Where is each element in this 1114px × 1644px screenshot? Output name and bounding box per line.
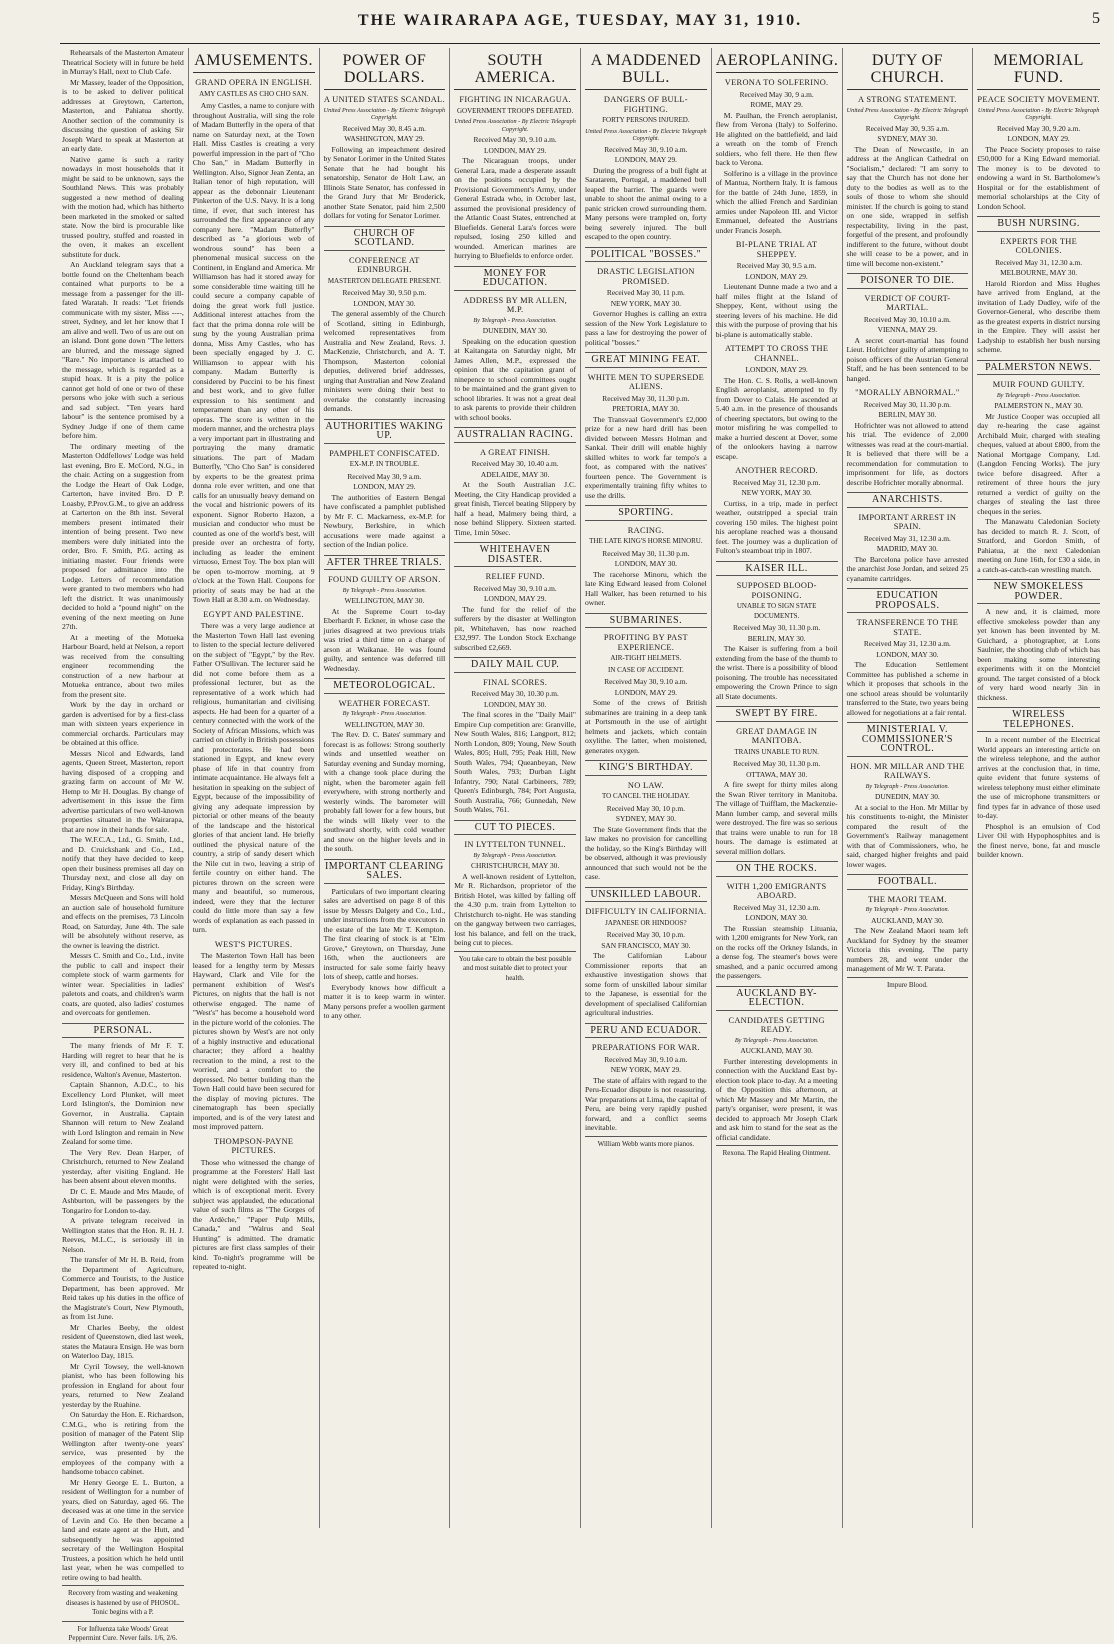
received-dateline: Received May 30, 11 p.m. — [606, 288, 685, 297]
article-paragraph: The Nicaraguan troops, under General Lara, made a desperate assault on the positions occupied by the Provisional Government's Army, under General Estrada who, in October last, assumed the provisional presidency of the Atlantic Coast States, entrenched at Bluefields. General Lara's forces were repulsed, losing 250 killed and wounded. American marines are hurrying to Bluefields to enforce order. — [454, 156, 576, 260]
article-paragraph: An Auckland telegram says that a bottle found on the Cheltenham beach contained what purports to be a message from a passenger for the ill-fated Waratah. It reads: "Let friends communicate with my sister, Miss ----, street, Sydney, and let her know that I am alive and well. Two of us are out on an island. Dont gone down "The letters are blurred, and the message signed "Rare." No importance is attached to the message, which is regarded as a stupid hoax. It is a pity the police cannot get hold of one or two of these persons who joke with such a serious and sad subject. "Ten years hard labour" is the sentence promised by a Sydney Judge if one of them came before him. — [62, 260, 184, 440]
article-subhead-secondary: TRAINS UNABLE TO RUN. — [734, 747, 819, 756]
column-7 — [843, 48, 974, 1528]
place-dateline: BERLIN, MAY 30. — [878, 410, 937, 419]
article-subhead: SUPPOSED BLOOD-POISONING. — [736, 581, 817, 600]
article-paragraph: On Saturday the Hon. E. Richardson, C.M.G., who is retiring from the position of manager of the Patent Slip Wellington after twenty-one years' service, was presented by the employees of the company with a handsome tobacco cabinet. — [62, 1410, 184, 1476]
article-subhead: MUIR FOUND GUILTY. — [992, 380, 1085, 389]
article-headline: ON THE ROCKS. — [716, 861, 838, 877]
place-dateline: NEW YORK, MAY 30. — [741, 488, 812, 497]
article-headline: ANARCHISTS. — [847, 492, 969, 508]
received-dateline: Received May 30, 9.5 a.m. — [736, 261, 817, 270]
column-headline: A MADDENED BULL. — [585, 48, 707, 90]
article-headline: NEW SMOKELESS POWDER. — [977, 579, 1100, 604]
place-dateline: SYDNEY, MAY 30. — [615, 814, 676, 823]
place-dateline: LONDON, MAY 30. — [876, 649, 939, 659]
received-dateline: Received May 31, 12.30 a.m. — [863, 533, 951, 543]
article-paragraph: The Barcelona police have arrested the anarchist Jose Jordan, and seized 25 cyanamite cartridges. — [846, 554, 969, 583]
article-subhead: ATTEMPT TO CROSS THE CHANNEL. — [724, 344, 829, 363]
article-paragraph: Solferino is a village in the province of Mantua, Northern Italy. It is famous for the battle of 24th June, 1859, in which the allied French and Sardinian armies under Napoleon III. and Victor Emmanuel, defeated the Austrians under Francis Joseph. — [715, 168, 838, 235]
article-paragraph: Harold Riordon and Miss Hughes have arrived from England, at the invitation of Lady Dudley, wife of the Governor-General, who describe them as the greatest experts in district nursing in the Empire. They will assist her Ladyship to establish her bush nursing scheme. — [977, 278, 1100, 354]
article-subhead: WITH 1,200 EMIGRANTS ABOARD. — [726, 881, 827, 900]
article-subhead: A STRONG STATEMENT. — [858, 95, 957, 104]
article-subhead: WEST'S PICTURES. — [214, 939, 293, 949]
place-dateline: LONDON, MAY 29. — [745, 365, 808, 374]
received-dateline: Received May 30, 10.10 a.m. — [863, 314, 951, 324]
article-paragraph: A secret court-martial has found Lieut. Hofrichter guilty of attempting to poison officers of the Austrian General Staff, and he has been sentenced to be hanged. — [846, 335, 969, 383]
article-headline: SWEPT BY FIRE. — [716, 706, 838, 722]
article-paragraph: Mr Cyril Towsey, the well-known pianist, who has been following his profession in England for about four years, returned to New Zealand yesterday by the Ruahine. — [62, 1361, 184, 1409]
article-paragraph: The State Government finds that the law makes no provision for cancelling the holiday, so the King's Birthday will be observed, although it was previously announced that such would not be the case. — [585, 824, 707, 881]
article-subhead: DRASTIC LEGISLATION PROMISED. — [597, 267, 695, 286]
wire-credit: By Telegraph - Press Association. — [734, 1036, 819, 1044]
article-headline: IMPORTANT CLEARING SALES. — [324, 859, 446, 884]
place-dateline: LONDON, MAY 30. — [745, 913, 808, 922]
article-headline: UNSKILLED LABOUR. — [585, 887, 707, 903]
article-headline: POLITICAL "BOSSES." — [585, 247, 707, 263]
article-paragraph: The fund for the relief of the sufferers by the disaster at Wellington pit, Whitehaven, has now reached £32,997. The London Stock Exchange subscribed £2,669. — [454, 604, 576, 652]
article-paragraph: In a recent number of the Electrical World appears an interesting article on the wireless telephone, and the author arrives at the conclusion that, in time, quite evident that future systems of wireless telephony must either eliminate the use of microphone transmitters or find types far in advance of those used to-day. — [977, 735, 1100, 820]
article-paragraph: Governor Hughes is calling an extra session of the New York Legislature to pass a law for destroying the power of political "bosses." — [585, 309, 707, 347]
article-headline: KING'S BIRTHDAY. — [585, 760, 707, 776]
column-3 — [320, 48, 451, 1528]
article-subhead-secondary: JAPANESE OR HINDOOS? — [605, 918, 687, 927]
column-4 — [450, 48, 581, 1528]
wire-credit: United Press Association - By Electric Telegraph Copyright. — [846, 106, 969, 121]
place-dateline: LONDON, MAY 29. — [745, 271, 808, 281]
wire-credit: United Press Association - By Electric Telegraph Copyright. — [323, 106, 446, 121]
article-headline: MONEY FOR EDUCATION. — [454, 266, 576, 291]
wire-credit: By Telegraph - Press Association. — [473, 316, 557, 324]
article-paragraph: Captain Shannon, A.D.C., to his Excellency Lord Plunket, will meet Lord Islington's, the Dominion new Governor, in Australia. Captain Shannon will return to New Zealand with Lord Islington and remain in New Zealand for some time. — [62, 1080, 184, 1146]
wire-credit: By Telegraph - Press Association. — [865, 906, 950, 913]
place-dateline: LONDON, MAY 29. — [614, 155, 678, 164]
column-1 — [58, 48, 189, 1642]
article-paragraph: The Peace Society proposes to raise £50,000 for a King Edward memorial. The money is to be devoted to endowing a ward in St. Bartholomew's Hospital or for the establishment of memorial scholarships at the City of London School. — [977, 144, 1100, 211]
place-dateline: LONDON, MAY 29. — [483, 594, 547, 603]
article-subhead: WHITE MEN TO SUPERSEDE ALIENS. — [587, 372, 705, 391]
article-subhead: HON. MR MILLAR AND THE RAILWAYS. — [850, 761, 965, 780]
article-paragraph: The racehorse Minoru, which the late King Edward leased from Colonel Hall Walker, has been returned to his owner. — [585, 569, 707, 607]
article-subhead: FIGHTING IN NICARAGUA. — [459, 95, 571, 104]
article-paragraph: The Hon. C. S. Rolls, a well-known English aeroplanist, attempted to fly from Dover to Calais. He ascended at 5.40 a.m. in the presence of thousands of cheering spectators, but owing to the motor misfiring he was compelled to make a hurried descent at Dover, some of the onlookers having a narrow escape. — [715, 375, 838, 461]
received-dateline: Received May 30, 9.10 a.m. — [473, 135, 557, 144]
column-headline: MEMORIAL FUND. — [977, 48, 1100, 90]
received-dateline: Received May 30, 9.35 a.m. — [865, 123, 950, 133]
column-headline: DUTY OF CHURCH. — [847, 48, 969, 90]
article-subhead: VERONA TO SOLFERINO. — [724, 78, 829, 87]
article-subhead: WEATHER FORECAST. — [338, 698, 431, 708]
advertisement-text: You take care to obtain the best possible and most suitable diet to protect your health. — [454, 951, 576, 984]
article-paragraph: Rehearsals of the Masterton Amateur Theatrical Society will in future be held in Murray's Hall, next to Club Cafe. — [62, 48, 184, 76]
newspaper-columns — [58, 48, 1104, 1642]
article-subhead: THOMPSON-PAYNE PICTURES. — [213, 1136, 294, 1155]
received-dateline: Received May 30, 9.50 p.m. — [342, 288, 427, 297]
article-headline: FOOTBALL. — [847, 874, 969, 890]
wire-credit: By Telegraph - Press Association. — [865, 782, 950, 790]
article-subhead-secondary: GOVERNMENT TROOPS DEFEATED. — [457, 106, 574, 115]
article-subhead: NO LAW. — [627, 780, 664, 790]
received-dateline: Received May 31, 12.30 a.m. — [733, 902, 821, 912]
article-subhead: PROFITING BY PAST EXPERIENCE. — [603, 633, 688, 652]
place-dateline: LONDON, MAY 29. — [483, 145, 547, 155]
place-dateline: ADELAIDE, MAY 30. — [480, 469, 550, 479]
article-subhead: RACING. — [627, 525, 665, 535]
received-dateline: Received May 30, 8.45 a.m. — [342, 123, 427, 133]
wire-credit: United Press Association - By Electric Telegraph Copyright. — [454, 118, 576, 133]
place-dateline: PRETORIA, MAY 30. — [612, 404, 680, 413]
article-paragraph: Further interesting developments in connection with the Auckland East by-election took place to-day. At a meeting of the Opposition this afternoon, at which Mr Massey and Mr Martin, the party's organiser, were present, it was decided to approach Mr Joseph Clark and ask him to stand for the seat as the official candidate. — [715, 1056, 838, 1142]
article-paragraph: Native game is such a rarity nowadays in most households that it might be said to be unknown, says the Southland News. This was probably suggested a new method of dealing with the motion had, which has hitherto been marketed in the smoked or salted state. Now the bird is procurable like trussed poultry, stuffed and roasted in the oven, it makes an excellent substitute for duck. — [62, 154, 184, 259]
article-paragraph: Messrs C. Smith and Co., Ltd., invite the public to call and inspect their complete stock of warm garments for winter wear. Specialities in ladies' paletots and coats, and children's warm coats, are quoted, also ladies' costumes and overcoats for gentlemen. — [62, 951, 184, 1017]
received-dateline: Received May 31, 12.30 p.m. — [732, 477, 821, 487]
article-paragraph: Messrs Nicol and Edwards, land agents, Queen Street, Masterton, report having disposed of a cropping and grazing farm on account of Mr W. Hemp to Mr H. Douglas. By change of advertisement in this issue the firm advertise particulars of two well-known properties situated in the Wairarapa, that are now in their hands for sale. — [62, 748, 184, 834]
place-dateline: ROME, MAY 29. — [750, 100, 803, 109]
article-headline: AUTHORITIES WAKING UP. — [324, 419, 446, 444]
place-dateline: PALMERSTON N., MAY 30. — [994, 401, 1083, 410]
article-paragraph: At the Supreme Court to-day Eberhardt F. Eckner, in whose case the juries disagreed at two previous trials was tried a third time on a charge of arson at Waikanae. He was found guilty, and sentence was deferred till Wednesday. — [323, 606, 446, 673]
received-dateline: Received May 30, 10 p.m. — [606, 930, 685, 939]
article-subhead-secondary: MASTERTON DELEGATE PRESENT. — [327, 276, 441, 285]
article-headline: AUCKLAND BY-ELECTION. — [716, 986, 838, 1011]
article-headline: SUBMARINES. — [585, 613, 707, 629]
place-dateline: MADRID, MAY 30. — [876, 544, 938, 553]
article-subhead: PAMPHLET CONFISCATED. — [329, 448, 440, 458]
article-headline: CUT TO PIECES. — [454, 820, 576, 836]
place-dateline: SYDNEY, MAY 30. — [877, 134, 938, 143]
received-dateline: Received May 30, 11.30 p.m. — [602, 548, 690, 558]
place-dateline: AUCKLAND, MAY 30. — [740, 1046, 813, 1055]
article-paragraph: Hofrichter was not allowed to attend his trial. The evidence of 2,000 witnesses was read at the court-martial. It is believed that there will be a recommendation for commutation to imprisonment for life, as doctors describe Hofrichter morally abnormal. — [846, 420, 969, 487]
article-subhead-secondary: FORTY PERSONS INJURED. — [602, 116, 690, 124]
article-paragraph: Lieutenant Dunne made a two and a half miles flight at the Island of Sheppey, Kent, without using the steering levers of his machine. He did this with the purpose of proving that his bi-plane is automatically stable. — [715, 282, 838, 339]
article-headline: SPORTING. — [585, 505, 707, 521]
advertisement-text: For Influenza take Woods' Great Peppermint Cure. Never fails. 1/6, 2/6. — [62, 1621, 184, 1644]
article-headline: PALMERSTON NEWS. — [977, 360, 1100, 376]
article-subhead: PREPARATIONS FOR WAR. — [591, 1043, 700, 1052]
article-paragraph: The Rev. D. C. Bates' summary and forecast is as follows: Strong southerly winds and unsettled weather on Saturday evening and Sunday morning, with a change took place during the night, when the barometer again fell everywhere, with strong northerly and westerly winds. The barometer will probably fall lower for a few hours, but the winds will likely veer to the southward shortly, with cold weather and snow on the higher levels and in the south. — [323, 730, 446, 853]
article-subhead: GRAND OPERA IN ENGLISH. — [195, 78, 312, 87]
wire-credit: By Telegraph - Press Association. — [342, 710, 427, 717]
article-paragraph: The W.F.C.A., Ltd., G. Smith, Ltd., and D. Cruickshank and Co., Ltd., notify that they have decided to keep open their business premises all day on Thursday next, and close all day on Friday, King's Birthday. — [62, 835, 184, 892]
article-paragraph: The Manawatu Caledonian Society has decided to match R. J. Scott, of Stratford, and Gordon Smith, of Pahiatua, at the next Caledonian meeting on June 16th, for £30 a side, in a catch-as-catch-can wrestling match. — [977, 517, 1100, 574]
article-paragraph: Curtiss, in a trip, made in perfect weather, outstripped a special train covering 150 miles. The highest point his aeroplane reached was a thousand feet. The journey was a duplication of Fulton's steamboat trip in 1807. — [715, 498, 838, 555]
article-subhead-secondary: IN CASE OF ACCIDENT. — [608, 665, 684, 674]
article-paragraph: During the progress of a bull fight at Saratarem, Portugal, a maddened bull leaped the barrier. The guards were unable to shoot the animal owing to a panic stricken crowd surrounding them. Many persons were trampled on, forty being severely injured. The bull escaped to the open country. — [585, 165, 707, 241]
column-8 — [973, 48, 1104, 1528]
wire-credit: By Telegraph - Press Association. — [473, 851, 557, 859]
column-headline: SOUTH AMERICA. — [454, 48, 576, 90]
received-dateline: Received May 30, 9.10 a.m. — [604, 1054, 688, 1064]
article-paragraph: The Masterton Town Hall has been leased for a lengthy term by Messrs Hayward, Clark and Vile for the permanent exhibition of West's Pictures, on nights that the hall is not otherwise engaged. The name of "West's" has become a household word in the picture world of the colonies. The pictures shown by West's are not only of a highly instructive and educational character; they afford a healthy recreation to the mind, a rest to the worried, and a comfort to the depressed. No better building than the Town Hall could have been secured for the display of moving pictures. The cinematograph has been specially imported, and is of the very latest and most improved pattern. — [192, 951, 315, 1131]
article-paragraph: The Transvaal Government's £2,000 prize for a new hard drill has been divided between Messrs Holman and Sankal. Their drill will enable highly skilled whites to work far tempo's a foot, as compared with the natives' fourteen pence. The Government is experimentally training fifty whites to use the drills. — [585, 414, 707, 500]
article-headline: CHURCH OF SCOTLAND. — [324, 226, 446, 251]
received-dateline: Received May 31, 12.30 a.m. — [995, 257, 1083, 267]
place-dateline: WASHINGTON, MAY 29. — [344, 134, 425, 143]
article-subhead: DANGERS OF BULL-FIGHTING. — [603, 95, 688, 114]
article-paragraph: Phosphol is an emulsion of Cod Liver Oil with Hypophosphites and is the finest nerve, bone, fat and muscle builder known. — [977, 821, 1100, 859]
article-subhead: BI-PLANE TRIAL AT SHEPPEY. — [735, 240, 818, 259]
article-paragraph: At a social to the Hon. Mr Millar by his constituents to-night, the Minister compared the result of the Government's Railway management with that of Commissioners, who, he said, charged higher freights and paid lower wages. — [846, 802, 969, 869]
article-headline: KAISER ILL. — [716, 561, 838, 577]
advertisement-text: Recovery from wasting and weakening diseases is hastened by use of PHOSOL. Tonic begins with a P. — [62, 1585, 184, 1618]
place-dateline: SAN FRANCISCO, MAY 30. — [601, 940, 691, 950]
article-paragraph: The final scores in the "Daily Mail" Empire Cup competition are: Granville, New South Wales, 816; Langport, 812; North London, 809; Young, New South Wales, 805; Hull, 795; Peak Hill, New South Wales, 794; Queanbeyan, New South Wales, 793; Durban Light Infantry, 790; Natal Carbineers, 789; Queen's Edinburgh, 784; Port Augusta, South Australia, 766; Gunnedah, New South Wales, 761. — [454, 710, 576, 814]
article-subhead: IMPORTANT ARREST IN SPAIN. — [858, 512, 957, 531]
place-dateline: DUNEDIN, MAY 30. — [875, 792, 940, 801]
article-subhead: CANDIDATES GETTING READY. — [728, 1015, 825, 1034]
advertisement-text: Impure Blood. — [847, 977, 969, 991]
article-paragraph: Dr C. E. Maude and Mrs Maude, of Ashburton, will be passengers by the Tongariro for London to-day. — [62, 1186, 184, 1215]
article-paragraph: The Russian steamship Lituania, with 1,200 emigrants for New York, ran on the rocks off the Orkney Islands, in a dense fog. The steamer's bows were smashed, and a panic occurred among the passengers. — [715, 923, 838, 980]
place-dateline: LONDON, MAY 30. — [483, 699, 547, 709]
place-dateline: VIENNA, MAY 29. — [877, 325, 938, 334]
article-paragraph: Mr Charles Beeby, the oldest resident of Queenstown, died last week, states the Mataura Ensign. He was born on Waterloo Day, 1815. — [62, 1322, 184, 1360]
article-paragraph: At the South Australian J.C. Meeting, the City Handicap provided a great finish, Tiercel beating Slippery by half a head, Malmery being third, a nose behind Slippery. Sixteen started. Time, 1min 50sec. — [454, 480, 576, 537]
article-paragraph: There was a very large audience at the Masterton Town Hall last evening to listen to the special lecture delivered on the subject of "Egypt," by the Rev. Father O'Sullivan. The lecturer said he did not come before them as a professional lecturer, but as the representative of a work which had religious, humanitarian and civilising aspects. He had been for a quarter of a century connected with the work of the Society of African Missions, which was carried on chiefly in British possessions and protectorates. He had been stationed in Egypt, and knew every phase of life in that country from intimate acquaintance. He always felt a hesitation in speaking on the subject of Egypt, because of the impossibility of giving any adequate impression by pictorial or other means of the beauty of the landscape and the historical glories of that ancient land. He briefly outlined the physical nature of the country, a strip of sandy desert which the Nile cut in two, leaving a strip of fertile country on either hand. The pictures thrown on the screen were many and beautiful, so numerous, indeed, were they that the lecturer could do little more than say a few words of explanation as each passed in turn. — [192, 621, 315, 934]
article-subhead-secondary: TO CANCEL THE HOLIDAY. — [601, 792, 690, 800]
place-dateline: LONDON, MAY 29. — [614, 687, 678, 697]
article-paragraph: Particulars of two important clearing sales are advertised on page 8 of this issue by Messrs Dalgety and Co., Ltd., under instructions from the executors in the estate of the late Mr T. Kempton. The first clearing of stock is at "Elm Grove," Greytown, on Thursday, June 16th, when the auctioneers are instructed for sale some fairly heavy lots of sheep, cattle and horses. — [323, 886, 446, 981]
article-subhead: ADDRESS BY MR ALLEN, M.P. — [463, 295, 568, 314]
article-headline: DAILY MAIL CUP. — [454, 657, 576, 673]
article-paragraph: The New Zealand Maori team left Auckland for Sydney by the steamer Victoria this evening. The party numbers 28, and went under the management of Mr W. T. Parata. — [846, 926, 969, 973]
article-paragraph: A well-known resident of Lyttelton, Mr R. Richardson, proprietor of the British Hotel, was killed by falling off the 4.30 p.m. train from Lyttelton to Christchurch to-night. He was standing on the gangway between two carriages, lost his balance, and fell on the track, being cut to pieces. — [454, 871, 576, 947]
place-dateline: LONDON, MAY 29. — [1007, 134, 1070, 143]
article-subhead: GREAT DAMAGE IN MANITOBA. — [736, 726, 818, 745]
article-subhead-secondary: EX-M.P. IN TROUBLE. — [349, 460, 420, 468]
article-paragraph: The authorities of Eastern Bengal have confiscated a pamphlet published by Mr F. C. Mackarness, ex-M.P. for Newbury, Berkshire, in which accusations were made against a section of the Indian police. — [323, 492, 446, 549]
article-paragraph: Following an impeachment desired by Senator Lorimer in the United States Senate that he had bought his senatorship, Senator de Holt Law, an Illinois State Senator, has confessed in the Grand Jury that Mr Broderick, another State Senator, paid him 2,500 dollars for voting for Senator Lorimer. — [323, 144, 446, 220]
page-number: 5 — [1092, 10, 1100, 27]
article-paragraph: At a meeting of the Motueka Harbour Board, held at Nelson, a report was received from the consulting engineer recommending the construction of a new harbour at Motueka entrance, about two miles from the present site. — [62, 632, 184, 699]
received-dateline: Received May 30, 11.30 p.m. — [863, 399, 951, 409]
received-dateline: Received May 30, 9 a.m. — [739, 89, 814, 99]
wire-credit: United Press Association - By Electric Telegraph Copyright. — [585, 127, 707, 142]
article-paragraph: Work by the day in orchard or garden is advertised for by a first-class man with sixteen years experience in commercial orchards. Particulars may be obtained at this office. — [62, 700, 184, 747]
place-dateline: LONDON, MAY 29. — [353, 482, 416, 491]
article-headline: AFTER THREE TRIALS. — [324, 555, 446, 571]
article-subhead: FOUND GUILTY OF ARSON. — [328, 575, 441, 584]
article-paragraph: The Dean of Newcastle, in an address at the Anglican Cathedral on "Socialism," declared: "I am sorry to say that the Church has not done her duty to the bodies as well as to the souls of those to whom she should minister. If the church is going to stand on one side, wrapped in selfish respectability, living in the past, forgetful of the present, and profoundly indifferent to the future, without doubt she will cease to be a power, and in time will become non-existent." — [846, 144, 969, 268]
received-dateline: Received May 30, 9.10 a.m. — [604, 144, 688, 154]
article-subhead: THE MAORI TEAM. — [868, 894, 947, 904]
place-dateline: AUCKLAND, MAY 30. — [871, 915, 944, 925]
article-headline: EDUCATION PROPOSALS. — [847, 588, 969, 613]
article-subhead-secondary: UNABLE TO SIGN STATE DOCUMENTS. — [736, 602, 817, 620]
section-headline: PERSONAL. — [62, 1023, 184, 1039]
article-subhead: "MORALLY ABNORMAL." — [855, 388, 960, 397]
place-dateline: OTTAWA, MAY 30. — [746, 769, 808, 779]
wire-credit: By Telegraph - Press Association. — [342, 586, 427, 594]
column-2 — [189, 48, 320, 1528]
article-subhead-secondary: THE LATE KING'S HORSE MINORU. — [589, 537, 703, 545]
article-subhead-secondary: AMY CASTLES AS CHO CHO SAN. — [199, 89, 309, 98]
article-subhead: A GREAT FINISH. — [480, 447, 551, 457]
article-headline: METEOROLOGICAL. — [324, 678, 446, 694]
article-subhead-secondary: AIR-TIGHT HELMETS. — [610, 654, 682, 662]
masthead — [60, 10, 1100, 44]
article-paragraph: The general assembly of the Church of Scotland, sitting in Edinburgh, welcomed representatives from Australia and New Zealand, Revs. J. MacKenzie, Christchurch, and A. T. Thompson, Masterton colonial deputies, delivered brief addresses, urging that Australian and New Zealand ministers were doing their best to overtake the constantly increasing demands. — [323, 309, 446, 413]
article-subhead: A UNITED STATES SCANDAL. — [323, 95, 445, 104]
place-dateline: LONDON, MAY 30. — [353, 298, 416, 308]
received-dateline: Received May 31, 12.30 a.m. — [863, 639, 951, 648]
article-headline: BUSH NURSING. — [977, 216, 1100, 232]
article-headline: WIRELESS TELEPHONES. — [977, 707, 1100, 732]
received-dateline: Received May 30, 9.20 a.m. — [996, 123, 1081, 133]
received-dateline: Received May 30, 9.10 a.m. — [473, 583, 557, 593]
article-subhead: PEACE SOCIETY MOVEMENT. — [977, 95, 1100, 104]
article-subhead: VERDICT OF COURT-MARTIAL. — [864, 293, 951, 312]
article-subhead: CONFERENCE AT EDINBURGH. — [349, 255, 420, 274]
received-dateline: Received May 30, 10 p.m. — [606, 803, 685, 813]
received-dateline: Received May 30, 11.30 p.m. — [733, 759, 821, 768]
place-dateline: MELBOURNE, MAY 30. — [1000, 268, 1078, 277]
received-dateline: Received May 30, 11.30 p.m. — [602, 393, 690, 403]
article-paragraph: Mr Henry George E. L. Burton, a resident of Wellington for a number of years, died on Saturday, aged 66. The deceased was at one time in the service of Levin and Co. He then became a land and estate agent at the Hutt, and subsequently he was appointed secretary of the Wellington Hospital Trustees, a position which he held until last year, when he was compelled to retire owing to bad health. — [62, 1477, 184, 1582]
article-subhead: ANOTHER RECORD. — [735, 466, 818, 475]
received-dateline: Received May 30, 10.30 p.m. — [471, 689, 559, 698]
wire-credit: By Telegraph - Press Association. — [996, 391, 1081, 399]
place-dateline: DUNEDIN, MAY 30. — [482, 326, 548, 335]
column-headline: AEROPLANING. — [716, 48, 838, 73]
article-paragraph: A fire swept for thirty miles along the Swan River territory in Manitoba. The village of Tuifflam, the Mackenzie-Mann lumber camp, and several mills were destroyed. The fire was so serious that trains were unable to run for 18 hours. The damage is estimated at several million dollars. — [715, 780, 838, 856]
article-headline: MINISTERIAL V. COMMISSIONER'S CONTROL. — [847, 722, 969, 757]
place-dateline: CHRISTCHURCH, MAY 30. — [471, 861, 560, 870]
column-6 — [712, 48, 843, 1528]
article-subhead: RELIEF FUND. — [485, 572, 545, 581]
article-paragraph: The ordinary meeting of the Masterton Oddfellows' Lodge was held last evening, Bro E. McCord, N.G., in the chair. Acting on a suggestion from the Lodge the Heart of Oak Lodge, Carterton, have invited Bro. D P. Loasby, P.Prov.G.M., to give an address at Carterton on the 8th inst. Several members present intimated their intention of being present. Two new members were duly initiated into the order, Bro. F. Smith, P.G. acting as initiating master. Four friends were proposed for admittance into the Lodge. Letters of recommendation were granted to two members who had left the district. It was unanimously decided to hold a "pound night" on the evening of the next meeting on June 27th. — [62, 441, 184, 631]
article-paragraph: The Very Rev. Dean Harper, of Christchurch, returned to New Zealand yesterday, after visiting England. He has been absent about eleven months. — [62, 1147, 184, 1185]
article-headline: POISONER TO DIE. — [847, 273, 969, 289]
article-paragraph: The Kaiser is suffering from a boil extending from the base of the thumb to the wrist. There is a possibility of blood poisoning. The trouble has necessitated empowering the Crown Prince to sign all State documents. — [715, 644, 838, 701]
place-dateline: NEW YORK, MAY 30. — [610, 298, 682, 308]
article-headline: GREAT MINING FEAT. — [585, 352, 707, 368]
article-subhead: DIFFICULTY IN CALIFORNIA. — [585, 907, 707, 916]
article-paragraph: The transfer of Mr H. B. Reid, from the Department of Agriculture, Commerce and Tourists, to the Justice Department, has been approved. Mr Reid takes up his duties in the office of the Magistrate's Court, New Plymouth, as from 1st June. — [62, 1255, 184, 1321]
article-paragraph: Speaking on the education question at Kaitangata on Saturday night, Mr James Allen, M.P., expressed the opinion that the capitation grant of ninepence to school committees ought to be maintained and the grant given to school libraries. It was not a great deal to ask parents to provide their children with school books. — [454, 336, 576, 422]
place-dateline: NEW YORK, MAY 29. — [610, 1065, 682, 1074]
masthead-title: THE WAIRARAPA AGE, TUESDAY, MAY 31, 1910. — [357, 12, 803, 29]
article-paragraph: Mr Justice Cooper was occupied all day re-hearing the case against Archibald Muir, charged with stealing cheques, valued at about £800, from the National Mortgage Company, Ltd. (Langdon Fencing Works). The jury twice before disagreed. After a retirement of three hours the jury returned a verdict of guilty on the charges of stealing the last three cheques in the series. — [977, 411, 1100, 516]
wire-credit: United Press Association - By Electric Telegraph Copyright. — [977, 106, 1100, 121]
article-paragraph: A private telegram received in Wellington states that the Hon. R. H. J. Reeves, M.L.C., is seriously ill in Nelson. — [62, 1216, 184, 1254]
article-headline: PERU AND ECUADOR. — [585, 1023, 707, 1039]
article-subhead: FINAL SCORES. — [483, 677, 548, 687]
article-subhead: EGYPT AND PALESTINE. — [203, 609, 304, 619]
received-dateline: Received May 30, 10.40 a.m. — [471, 459, 559, 468]
received-dateline: Received May 30, 11.30 p.m. — [733, 623, 821, 632]
article-paragraph: The Californian Labour Commissioner reports that an exhaustive investigation shows that some form of unskilled labour similar to the Japanese, is essential for the development of specialised Californian agricultural industries. — [585, 951, 707, 1017]
article-paragraph: Amy Castles, a name to conjure with throughout Australia, will sing the role of Madam Butterfly in the opera of that name on Saturday next, at the Town Hall. Miss Castles is creating a very powerful impression in the part of "Cho Cho San," in Madam Butterfly in Wellington. Also, Signor Jean Zenta, an Italian tenor of high reputation, will appear as the debonnair Lieutenant Pinkerton of the U.S. Navy. It is a long time, if ever, that such interest has surrounded the first appearance of any company here. "Madam Butterfly" described as "a glorious web of wondrous sound" has been a phenomenal musical success on the Continent, in England and America. Mr Williamson has had it stored away for some considerable time waiting till he could secure a company capable of doing the great work full justice. Additional interest attaches from the fact that the prima donna role will be sung by the young Australian prima donna, Miss Amy Castles, who has been specially engaged by J. C. Williamson to appear with his company. Madam Butterfly is considered by Puccini to be his finest and best work, and to give fuller expression to his sentiment and temperament than any other of his operas. The score is written in the modern manner, and the orchestra plays a very important part in illustrating and portraying the many dramatic situations. The part of Madam Butterfly, "Cho Cho San" is considered by experts to be the greatest prima donna role ever written, and one that calls for an unusually heavy demand on the vocal and histrionic powers of its exponent. Signor Roberto Hazon, a musician and conductor who must be counted as one of the world's best, will preside over an orchestra of forty, including as leader the eminent virtuoso, Ernest Toy. The box plan will be open to-morrow morning, at 9 o'clock at the Town Hall. Coupons for priority of seats may be had at the Town Hall at 8.30 a.m. on Wednesday. — [192, 101, 315, 604]
article-paragraph: A new and, it is claimed, more effective smokeless powder than any yet known has been invented by M. Guichard, a photographer, at Lons Saulnier, the shooting club of which has been making some interesting experiments with it on the Montciel ground. The target consisted of a block of very hard wood nearly 3in in thickness. — [977, 607, 1100, 702]
article-headline: AUSTRALIAN RACING. — [454, 427, 576, 443]
place-dateline: LONDON, MAY 30. — [614, 559, 678, 568]
place-dateline: WELLINGTON, MAY 30. — [344, 596, 425, 605]
article-paragraph: The state of affairs with regard to the Peru-Ecuador dispute is not reassuring. War preparations at Lima, the capital of Peru, are being very rapidly pushed forward, and a conflict seems inevitable. — [585, 1075, 707, 1132]
article-paragraph: M. Paulhan, the French aeroplanist, flew from Verona (Italy) to Solferino. He alighted on the battlefield, and laid a wreath on the tomb of French soldiers, who fell there. He then flew back to Verona. — [715, 110, 838, 167]
place-dateline: WELLINGTON, MAY 30. — [344, 719, 425, 729]
advertisement-text: Rexona. The Rapid Healing Ointment. — [716, 1145, 838, 1159]
received-dateline: Received May 30, 9 a.m. — [347, 471, 422, 481]
article-subhead: EXPERTS FOR THE COLONIES. — [1000, 236, 1078, 255]
article-paragraph: Messrs McQueen and Sons will hold an auction sale of household furniture and effects on the premises, 73 Lincoln Road, on Saturday, June 4th. The sale will be absolutely without reserve, as the owner is leaving the district. — [62, 893, 184, 950]
article-subhead: IN LYTTELTON TUNNEL. — [464, 840, 566, 849]
place-dateline: BERLIN, MAY 30. — [747, 633, 806, 643]
article-paragraph: Those who witnessed the change of programme at the Foresters' Hall last night were delighted with the series, which is of exceptional merit. Every subject was applauded, the educational value of such films as "The Gorges of the Ardèche," "Paper Pulp Mills, Canada," and "Walrus and Seal Hunting" is admitted. The dramatic pictures are first class samples of their kind. To-night's programme will be repeated to-night. — [192, 1157, 315, 1271]
article-paragraph: Mr Massey, leader of the Opposition, is to be asked to deliver political addresses at Greytown, Carterton, Masterton, and Pahiatua shortly. Another section of the community is discussing the question of asking Sir Joseph Ward to speak at Masterton at an early date. — [62, 77, 184, 153]
article-subhead: TRANSFERENCE TO THE STATE. — [856, 618, 959, 637]
article-paragraph: Some of the crews of British submarines are training in a deep tank at Portsmouth in the use of airtight helmets and jackets, which contain oxylithe. The latter, when moistened, generates oxygen. — [585, 698, 707, 755]
article-paragraph: The Education Settlement Committee has published a scheme in which it proposes that schools in the one school areas should be voluntarily transferred to the State, two years being allowed for negotiations at a fair rental. — [846, 660, 969, 717]
article-headline: WHITEHAVEN DISASTER. — [454, 542, 576, 567]
article-paragraph: The many friends of Mr F. T. Harding will regret to hear that he is very ill, and confined to bed at his residence, Walton's Avenue, Masterton. — [62, 1041, 184, 1079]
advertisement-text: William Webb wants more pianos. — [585, 1136, 707, 1150]
column-headline: AMUSEMENTS. — [193, 48, 315, 73]
column-5 — [581, 48, 712, 1528]
received-dateline: Received May 30, 9.10 a.m. — [604, 677, 688, 686]
column-headline: POWER OF DOLLARS. — [324, 48, 446, 90]
article-paragraph: Everybody knows how difficult a matter it is to keep warm in winter. Many persons prefer a woollen garment to any other. — [323, 982, 446, 1020]
